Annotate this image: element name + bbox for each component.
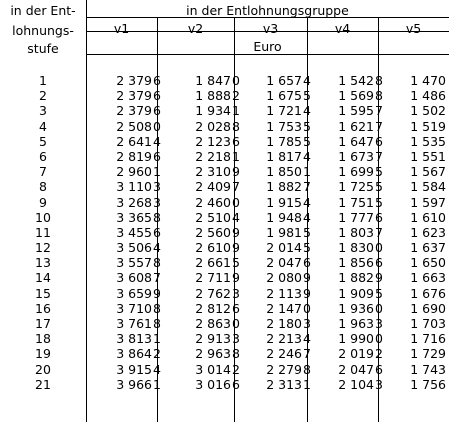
- value-integer-cell: 2 379: [116, 73, 152, 88]
- value-decimal-cell: 7: [375, 224, 383, 240]
- value-decimal-cell: 4: [303, 73, 311, 88]
- table-row: [0, 346, 449, 361]
- value-integer-cell: 1 915: [266, 194, 302, 210]
- table-row: [0, 270, 449, 285]
- value-decimal-cell: 1: [153, 164, 161, 180]
- value-integer-cell: 3 506: [116, 240, 152, 256]
- value-integer-cell: 2 028: [195, 118, 231, 134]
- value-integer-cell: 2 379: [116, 88, 152, 104]
- value-decimal-cell: 4: [153, 240, 161, 256]
- value-integer-cell: 3 016: [195, 376, 231, 392]
- value-decimal-cell: 6: [375, 209, 383, 225]
- level-cell: 15: [35, 285, 51, 301]
- value-decimal-cell: 9: [303, 285, 311, 301]
- value-integer-cell: 1 519: [410, 118, 446, 134]
- value-decimal-cell: 0: [375, 240, 383, 256]
- value-decimal-cell: 7: [232, 179, 240, 195]
- value-decimal-cell: 6: [153, 103, 161, 119]
- value-integer-cell: 2 019: [338, 346, 374, 362]
- value-decimal-cell: 4: [153, 133, 161, 149]
- level-cell: 7: [39, 164, 47, 180]
- value-decimal-cell: 1: [153, 376, 161, 392]
- value-integer-cell: 2 960: [116, 164, 152, 180]
- value-decimal-cell: 3: [303, 316, 311, 331]
- value-integer-cell: 3 455: [116, 224, 152, 240]
- value-integer-cell: 1 595: [338, 103, 374, 119]
- value-decimal-cell: 6: [153, 73, 161, 88]
- value-integer-cell: 2 812: [195, 300, 231, 316]
- table-row: [0, 134, 449, 149]
- value-decimal-cell: 8: [153, 300, 161, 316]
- value-decimal-cell: 8: [232, 118, 240, 134]
- value-integer-cell: 1 676: [410, 285, 446, 301]
- value-decimal-cell: 0: [232, 316, 240, 331]
- value-integer-cell: 3 659: [116, 285, 152, 301]
- value-decimal-cell: 6: [375, 133, 383, 149]
- level-cell: 16: [35, 300, 51, 316]
- value-integer-cell: 3 864: [116, 346, 152, 362]
- value-decimal-cell: 6: [153, 148, 161, 164]
- value-decimal-cell: 8: [153, 255, 161, 271]
- value-integer-cell: 2 379: [116, 103, 152, 119]
- header-unit-rule: [86, 54, 449, 55]
- value-integer-cell: 1 888: [195, 88, 231, 104]
- value-integer-cell: 2 180: [266, 316, 302, 331]
- col-header-v3: v3: [262, 21, 279, 36]
- value-integer-cell: 1 729: [410, 346, 446, 362]
- value-integer-cell: 2 409: [195, 179, 231, 195]
- value-integer-cell: 1 725: [338, 179, 374, 195]
- value-integer-cell: 2 123: [195, 133, 231, 149]
- value-integer-cell: 1 909: [338, 285, 374, 301]
- value-decimal-cell: 6: [375, 255, 383, 271]
- value-integer-cell: 1 856: [338, 255, 374, 271]
- value-integer-cell: 3 557: [116, 255, 152, 271]
- value-integer-cell: 2 762: [195, 285, 231, 301]
- value-decimal-cell: 6: [153, 224, 161, 240]
- level-cell: 17: [35, 316, 51, 331]
- value-decimal-cell: 5: [232, 255, 240, 271]
- value-decimal-cell: 3: [232, 285, 240, 301]
- value-decimal-cell: 6: [232, 376, 240, 392]
- level-cell: 12: [35, 240, 51, 256]
- value-decimal-cell: 9: [232, 164, 240, 180]
- col-header-v1: v1: [113, 21, 130, 36]
- unit-label: Euro: [253, 39, 282, 54]
- value-decimal-cell: 7: [375, 118, 383, 134]
- value-integer-cell: 1 535: [410, 133, 446, 149]
- value-decimal-cell: 6: [375, 361, 383, 377]
- value-integer-cell: 2 610: [195, 240, 231, 256]
- value-integer-cell: 1 948: [266, 209, 302, 225]
- value-integer-cell: 2 047: [338, 361, 374, 377]
- value-integer-cell: 2 047: [266, 255, 302, 271]
- table-row: [0, 179, 449, 194]
- value-integer-cell: 1 777: [338, 209, 374, 225]
- level-cell: 4: [39, 118, 47, 134]
- value-integer-cell: 1 716: [410, 331, 446, 347]
- table-row: [0, 164, 449, 179]
- value-integer-cell: 1 756: [410, 376, 446, 392]
- value-decimal-cell: 6: [153, 88, 161, 104]
- value-integer-cell: 3 110: [116, 179, 152, 195]
- value-integer-cell: 1 703: [410, 316, 446, 331]
- value-integer-cell: 2 819: [116, 148, 152, 164]
- table-row: [0, 103, 449, 118]
- col-header-v2: v2: [187, 21, 204, 36]
- value-decimal-cell: 1: [232, 103, 240, 119]
- table-row: [0, 286, 449, 301]
- table-row: [0, 301, 449, 316]
- value-integer-cell: 1 610: [410, 209, 446, 225]
- value-integer-cell: 1 673: [338, 148, 374, 164]
- value-decimal-cell: 8: [303, 361, 311, 377]
- value-integer-cell: 1 542: [338, 73, 374, 88]
- table-row: [0, 149, 449, 164]
- value-decimal-cell: 7: [375, 103, 383, 119]
- value-integer-cell: 2 246: [266, 346, 302, 362]
- value-decimal-cell: 5: [375, 194, 383, 210]
- value-integer-cell: 2 279: [266, 361, 302, 377]
- level-cell: 1: [39, 73, 47, 88]
- value-decimal-cell: 8: [375, 88, 383, 104]
- value-decimal-cell: 2: [153, 346, 161, 362]
- value-integer-cell: 1 502: [410, 103, 446, 119]
- value-decimal-cell: 9: [232, 270, 240, 286]
- value-integer-cell: 1 817: [266, 148, 302, 164]
- value-decimal-cell: 9: [232, 240, 240, 256]
- level-cell: 2: [39, 88, 47, 104]
- value-decimal-cell: 3: [153, 179, 161, 195]
- value-decimal-cell: 9: [153, 285, 161, 301]
- value-integer-cell: 1 690: [410, 300, 446, 316]
- value-integer-cell: 1 753: [266, 118, 302, 134]
- value-integer-cell: 2 641: [116, 133, 152, 149]
- value-integer-cell: 3 365: [116, 209, 152, 225]
- level-cell: 6: [39, 148, 47, 164]
- table-row: [0, 195, 449, 210]
- level-cell: 21: [35, 376, 51, 392]
- value-integer-cell: 2 508: [116, 118, 152, 134]
- value-decimal-cell: 4: [303, 194, 311, 210]
- value-integer-cell: 3 608: [116, 270, 152, 286]
- value-integer-cell: 1 803: [338, 224, 374, 240]
- value-integer-cell: 1 850: [266, 164, 302, 180]
- value-decimal-cell: 9: [303, 270, 311, 286]
- value-decimal-cell: 5: [303, 133, 311, 149]
- value-decimal-cell: 5: [303, 118, 311, 134]
- level-cell: 3: [39, 103, 47, 119]
- value-integer-cell: 1 569: [338, 88, 374, 104]
- value-decimal-cell: 7: [303, 179, 311, 195]
- value-decimal-cell: 8: [153, 209, 161, 225]
- value-integer-cell: 1 981: [266, 224, 302, 240]
- value-decimal-cell: 9: [232, 224, 240, 240]
- value-integer-cell: 1 882: [338, 270, 374, 286]
- value-decimal-cell: 2: [375, 346, 383, 362]
- value-decimal-cell: 5: [375, 164, 383, 180]
- col-header-v5: v5: [405, 21, 422, 36]
- table-row: [0, 210, 449, 225]
- value-integer-cell: 2 963: [195, 346, 231, 362]
- value-decimal-cell: 3: [375, 376, 383, 392]
- value-decimal-cell: 4: [303, 103, 311, 119]
- value-decimal-cell: 2: [232, 361, 240, 377]
- value-integer-cell: 2 310: [195, 164, 231, 180]
- value-integer-cell: 3 014: [195, 361, 231, 377]
- value-decimal-cell: 5: [303, 240, 311, 256]
- value-integer-cell: 1 486: [410, 88, 446, 104]
- table-row: [0, 316, 449, 331]
- level-cell: 18: [35, 331, 51, 347]
- level-cell: 20: [35, 361, 51, 377]
- value-decimal-cell: 3: [232, 331, 240, 347]
- value-integer-cell: 1 934: [195, 103, 231, 119]
- value-decimal-cell: 4: [153, 361, 161, 377]
- table-row: [0, 255, 449, 270]
- value-integer-cell: 2 218: [195, 148, 231, 164]
- value-integer-cell: 2 661: [195, 255, 231, 271]
- table-row: [0, 119, 449, 134]
- level-cell: 19: [35, 346, 51, 362]
- value-decimal-cell: 7: [375, 148, 383, 164]
- table-row: [0, 377, 449, 392]
- value-integer-cell: 1 785: [266, 133, 302, 149]
- value-integer-cell: 3 915: [116, 361, 152, 377]
- value-decimal-cell: 9: [375, 270, 383, 286]
- value-decimal-cell: 1: [232, 148, 240, 164]
- level-col-header-line1: in der Ent-: [10, 3, 76, 18]
- value-integer-cell: 1 721: [266, 103, 302, 119]
- value-integer-cell: 1 963: [338, 316, 374, 331]
- value-decimal-cell: 6: [232, 300, 240, 316]
- value-integer-cell: 1 657: [266, 73, 302, 88]
- value-integer-cell: 1 990: [338, 331, 374, 347]
- table-row: [0, 73, 449, 88]
- value-integer-cell: 1 637: [410, 240, 446, 256]
- value-integer-cell: 1 882: [266, 179, 302, 195]
- value-integer-cell: 1 597: [410, 194, 446, 210]
- value-decimal-cell: 1: [153, 331, 161, 347]
- table-row: [0, 225, 449, 240]
- value-integer-cell: 1 847: [195, 73, 231, 88]
- level-cell: 11: [35, 224, 51, 240]
- value-decimal-cell: 0: [232, 73, 240, 88]
- value-integer-cell: 3 268: [116, 194, 152, 210]
- value-decimal-cell: 6: [303, 255, 311, 271]
- value-integer-cell: 3 710: [116, 300, 152, 316]
- value-decimal-cell: 5: [375, 285, 383, 301]
- value-integer-cell: 1 699: [338, 164, 374, 180]
- value-integer-cell: 1 751: [338, 194, 374, 210]
- value-decimal-cell: 3: [153, 194, 161, 210]
- value-integer-cell: 3 761: [116, 316, 152, 331]
- value-decimal-cell: 8: [153, 316, 161, 331]
- value-decimal-cell: 4: [303, 148, 311, 164]
- table-row: [0, 88, 449, 103]
- value-integer-cell: 3 966: [116, 376, 152, 392]
- value-integer-cell: 1 551: [410, 148, 446, 164]
- value-integer-cell: 1 830: [338, 240, 374, 256]
- level-col-header-line3: stufe: [27, 41, 59, 56]
- value-integer-cell: 1 663: [410, 270, 446, 286]
- value-integer-cell: 2 510: [195, 209, 231, 225]
- level-cell: 14: [35, 270, 51, 286]
- value-integer-cell: 2 147: [266, 300, 302, 316]
- value-integer-cell: 2 560: [195, 224, 231, 240]
- table-row: [0, 362, 449, 377]
- value-decimal-cell: 0: [375, 300, 383, 316]
- value-decimal-cell: 2: [232, 88, 240, 104]
- value-integer-cell: 1 623: [410, 224, 446, 240]
- value-decimal-cell: 4: [232, 209, 240, 225]
- group-title: in der Entlohnungsgruppe: [186, 3, 349, 18]
- value-decimal-cell: 0: [232, 194, 240, 210]
- value-decimal-cell: 1: [303, 376, 311, 392]
- value-integer-cell: 1 936: [338, 300, 374, 316]
- table-row: [0, 331, 449, 346]
- value-integer-cell: 1 621: [338, 118, 374, 134]
- level-cell: 8: [39, 179, 47, 195]
- level-cell: 10: [35, 209, 51, 225]
- value-integer-cell: 2 711: [195, 270, 231, 286]
- value-decimal-cell: 4: [303, 209, 311, 225]
- value-integer-cell: 2 213: [266, 331, 302, 347]
- value-decimal-cell: 5: [303, 224, 311, 240]
- value-decimal-cell: 7: [303, 346, 311, 362]
- value-decimal-cell: 0: [375, 331, 383, 347]
- value-integer-cell: 2 113: [266, 285, 302, 301]
- value-decimal-cell: 7: [153, 270, 161, 286]
- level-cell: 13: [35, 255, 51, 271]
- table-row: [0, 240, 449, 255]
- value-decimal-cell: 1: [303, 164, 311, 180]
- value-decimal-cell: 3: [375, 316, 383, 331]
- value-decimal-cell: 4: [303, 331, 311, 347]
- value-integer-cell: 2 863: [195, 316, 231, 331]
- value-integer-cell: 1 584: [410, 179, 446, 195]
- level-cell: 5: [39, 133, 47, 149]
- value-integer-cell: 1 650: [410, 255, 446, 271]
- value-integer-cell: 2 913: [195, 331, 231, 347]
- value-integer-cell: 2 313: [266, 376, 302, 392]
- value-decimal-cell: 5: [375, 179, 383, 195]
- value-decimal-cell: 0: [153, 118, 161, 134]
- value-integer-cell: 1 567: [410, 164, 446, 180]
- value-integer-cell: 1 647: [338, 133, 374, 149]
- value-integer-cell: 2 460: [195, 194, 231, 210]
- value-integer-cell: 3 813: [116, 331, 152, 347]
- value-integer-cell: 1 743: [410, 361, 446, 377]
- salary-table-body: [0, 73, 449, 392]
- level-cell: 9: [39, 194, 47, 210]
- value-decimal-cell: 8: [232, 346, 240, 362]
- value-decimal-cell: 0: [303, 300, 311, 316]
- value-decimal-cell: 8: [375, 73, 383, 88]
- value-integer-cell: 1 675: [266, 88, 302, 104]
- level-col-header-line2: lohnungs-: [12, 23, 74, 38]
- value-integer-cell: 1 470: [410, 73, 446, 88]
- value-decimal-cell: 6: [232, 133, 240, 149]
- col-header-v4: v4: [334, 21, 351, 36]
- value-integer-cell: 2 104: [338, 376, 374, 392]
- value-decimal-cell: 5: [303, 88, 311, 104]
- value-integer-cell: 2 080: [266, 270, 302, 286]
- value-integer-cell: 2 014: [266, 240, 302, 256]
